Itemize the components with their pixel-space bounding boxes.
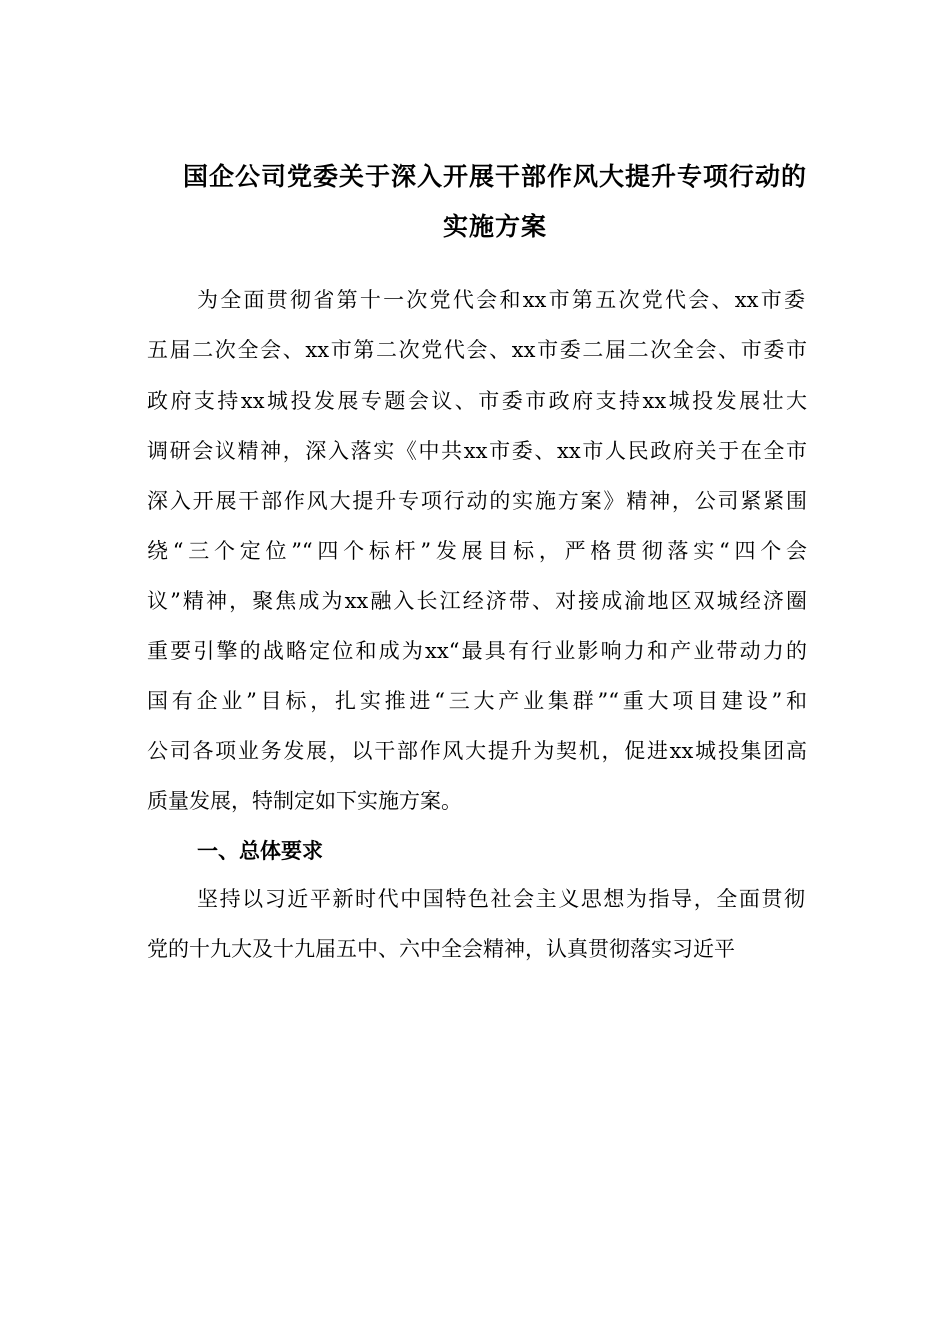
document-title-line-2: 实施方案 — [442, 212, 547, 241]
paragraph-line: 议”精神，聚焦成为xx融入长江经济带、对接成渝地区双城经济圈 — [147, 589, 807, 613]
section-heading: 一、总体要求 — [197, 839, 323, 863]
paragraph-line: 公司各项业务发展，以干部作风大提升为契机，促进xx城投集团高 — [147, 739, 807, 763]
paragraph-line: 政府支持xx城投发展专题会议、市委市政府支持xx城投发展壮大 — [147, 389, 807, 413]
paragraph-line: 为全面贯彻省第十一次党代会和xx市第五次党代会、xx市委 — [197, 288, 805, 312]
paragraph-line: 国有企业”目标，扎实推进“三大产业集群”“重大项目建设”和 — [147, 689, 807, 713]
paragraph-line: 调研会议精神，深入落实《中共xx市委、xx市人民政府关于在全市 — [147, 439, 807, 463]
paragraph-line: 党的十九大及十九届五中、六中全会精神，认真贯彻落实习近平 — [147, 937, 735, 961]
paragraph-line: 五届二次全会、xx市第二次党代会、xx市委二届二次全会、市委市 — [147, 338, 807, 362]
paragraph-line: 质量发展，特制定如下实施方案。 — [147, 789, 462, 813]
document-title-line-1: 国企公司党委关于深入开展干部作风大提升专项行动的 — [182, 162, 807, 191]
paragraph-line: 重要引擎的战略定位和成为xx“最具有行业影响力和产业带动力的 — [147, 639, 807, 663]
paragraph-line: 坚持以习近平新时代中国特色社会主义思想为指导，全面贯彻 — [197, 887, 805, 911]
paragraph-line: 绕“三个定位”“四个标杆”发展目标，严格贯彻落实“四个会 — [147, 539, 807, 563]
paragraph-line: 深入开展干部作风大提升专项行动的实施方案》精神，公司紧紧围 — [147, 489, 807, 513]
